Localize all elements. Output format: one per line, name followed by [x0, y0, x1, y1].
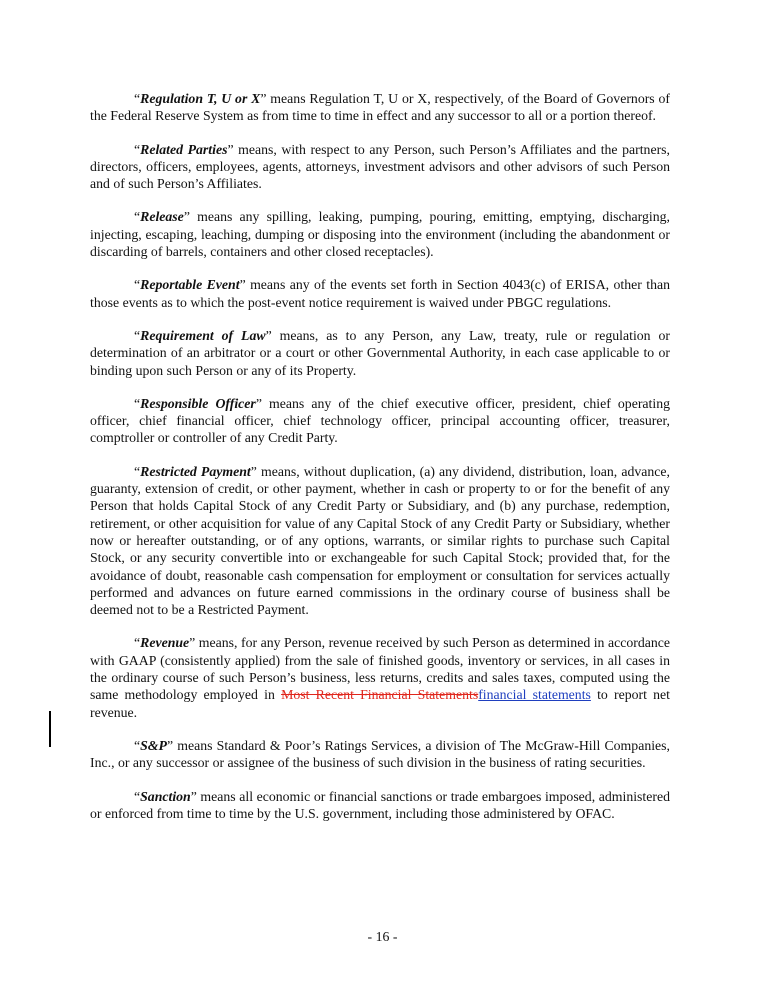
definition-requirement-of-law — [90, 327, 670, 379]
definition-text: means, with respect to any Person, such Person’s Affiliates and the partners, directors, officers, employees, agents, attorneys, investment advisors and other advisors of such Person and of such Person’s Affiliates. — [90, 141, 670, 192]
definition-text: means, as to any Person, any Law, treaty, rule or regulation or determination of an arbitrator or a court or other Governmental Authority, in each case applicable to or binding upon such Person or any of its Property. — [90, 327, 670, 378]
definition-release — [90, 208, 670, 260]
open-quote: “ — [134, 277, 141, 293]
close-quote: ” — [227, 141, 234, 157]
defined-term: S&P — [140, 737, 167, 753]
close-quote: ” — [183, 209, 190, 225]
open-quote: “ — [134, 635, 141, 651]
definition-text: means any of the events set forth in Section 4043(c) of ERISA, other than those events as to which the post-event notice requirement is waived under PBGC regulations. — [90, 277, 670, 310]
definition-text: means Standard & Poor’s Ratings Services, a division of The McGraw-Hill Companies, Inc., or any successor or assignee of the business of such division in the business of rating securities. — [90, 737, 670, 771]
definition-restricted-payment — [90, 463, 670, 619]
definition-text-end: to report net revenue. — [90, 687, 671, 720]
close-quote: ” — [239, 277, 246, 293]
defined-term: Related Parties — [140, 141, 228, 157]
close-quote: ” — [166, 737, 174, 753]
definition-regulation-tux — [90, 90, 670, 125]
open-quote: “ — [134, 209, 141, 225]
definition-text: means any of the chief executive officer, president, chief operating officer, chief financial officer, chief technology officer, principal accounting officer, treasurer, comptroller or controller of any Credit Party. — [90, 395, 671, 446]
defined-term: Regulation T, U or X — [140, 91, 261, 106]
open-quote: “ — [134, 327, 141, 343]
close-quote: ” — [265, 327, 272, 343]
open-quote: “ — [134, 463, 141, 479]
defined-term: Responsible Officer — [140, 395, 256, 411]
definition-related-parties — [90, 141, 670, 193]
open-quote: “ — [134, 737, 141, 753]
defined-term: Release — [140, 209, 184, 225]
defined-term: Sanction — [140, 788, 191, 804]
definition-reportable-event — [90, 276, 670, 311]
inserted-text: financial statements — [478, 687, 591, 703]
open-quote: “ — [134, 395, 141, 411]
definition-text: means any spilling, leaking, pumping, pouring, emitting, emptying, discharging, injecting, escaping, leaching, dumping or disposing into the environment (including the abandonment or discarding of barrels, containers and other closed receptacles). — [90, 209, 670, 260]
definition-sanction — [90, 788, 670, 823]
defined-term: Reportable Event — [140, 277, 240, 293]
definition-text: means, without duplication, (a) any dividend, distribution, loan, advance, guaranty, extension of credit, or other payment, whether in cash or property to or for the benefit of any Person that holds Capital Stock of any Credit Party or Subsidiary, and (b) any purchase, redemption, retirement, or other acquisition for value of any Capital Stock of any Credit Party or Subsidiary, whether now or hereafter outstanding, or of any options, warrants, or similar rights to purchase such Capital Stock, or any security convertible into or exchangeable for such Capital Stock; provided that, for the avoidance of doubt, reasonable cash compensation for employment or consultation for services actually performed and advances on future earned commissions in the ordinary course of business shall be deemed not to be a Restricted Payment. — [90, 463, 670, 618]
open-quote: “ — [134, 141, 141, 157]
definition-text: means all economic or financial sanctions or trade embargoes imposed, administered or enforced from time to time by the U.S. government, including those administered by OFAC. — [90, 788, 670, 821]
document-page — [90, 90, 670, 838]
definition-revenue — [90, 634, 670, 720]
open-quote: “ — [134, 788, 141, 804]
definition-text: means Regulation T, U or X, respectively, of the Board of Governors of the Federal Reserve System as from time to time in effect and any successor to all or a portion thereof. — [90, 91, 670, 124]
deleted-text: Most Recent Financial Statements — [281, 687, 479, 703]
close-quote: ” — [190, 788, 197, 804]
close-quote: ” — [189, 635, 196, 651]
definition-sp — [90, 737, 670, 772]
close-quote: ” — [260, 91, 267, 106]
close-quote: ” — [250, 463, 257, 479]
defined-term: Revenue — [140, 635, 190, 651]
definition-responsible-officer — [90, 395, 670, 447]
defined-term: Restricted Payment — [140, 463, 251, 479]
revision-change-bar — [49, 711, 51, 747]
definition-text: means, for any Person, revenue received by such Person as determined in accordance with GAAP (consistently applied) from the sale of finished goods, inventory or services, in all cases in the ordinary course of such Person’s business, less returns, credits and sales taxes, computed using the same methodology employed in — [90, 635, 670, 703]
page-number: - 16 - — [367, 929, 398, 944]
close-quote: ” — [255, 395, 262, 411]
open-quote: “ — [134, 91, 141, 106]
defined-term: Requirement of Law — [140, 327, 266, 343]
